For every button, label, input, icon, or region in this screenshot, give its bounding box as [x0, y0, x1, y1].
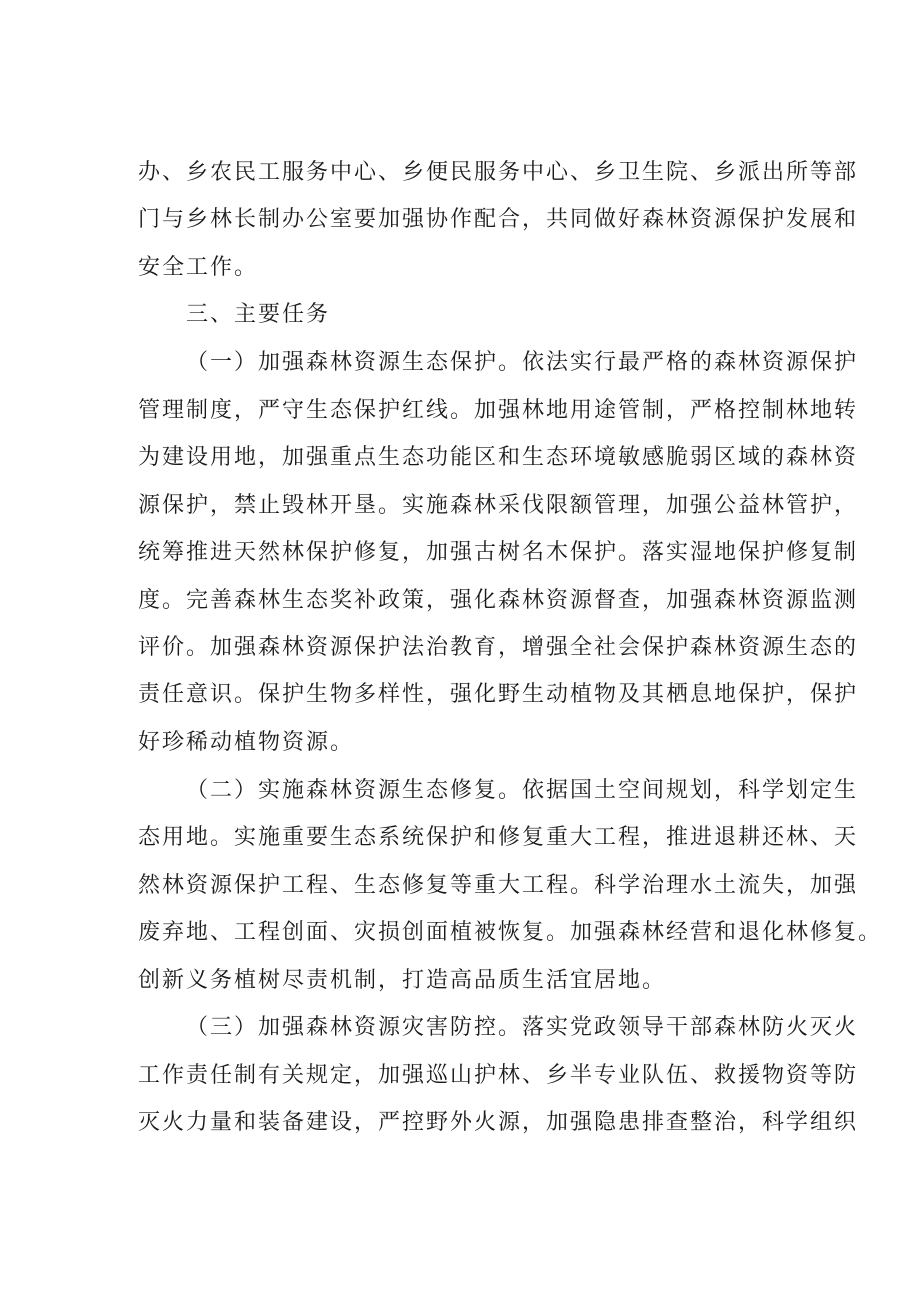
- paragraph-line: 评价。加强森林资源保护法治教育，增强全社会保护森林资源生态的: [138, 635, 859, 660]
- paragraph-line: 度。完善森林生态奖补政策，强化森林资源督查，加强森林资源监测: [138, 588, 859, 613]
- paragraph-line: 灭火力量和装备建设，严控野外火源，加强隐患排查整治，科学组织: [138, 1110, 859, 1135]
- paragraph-line: 安全工作。: [138, 255, 259, 280]
- paragraph-line: 统筹推进天然林保护修复，加强古树名木保护。落实湿地保护修复制: [138, 540, 859, 565]
- paragraph-line: 态用地。实施重要生态系统保护和修复重大工程，推进退耕还林、天: [138, 825, 859, 850]
- paragraph-line: 办、乡农民工服务中心、乡便民服务中心、乡卫生院、乡派出所等部: [138, 160, 859, 185]
- paragraph-line: 为建设用地，加强重点生态功能区和生态环境敏感脆弱区域的森林资: [138, 445, 859, 470]
- paragraph-line: 责任意识。保护生物多样性，强化野生动植物及其栖息地保护，保护: [138, 682, 859, 707]
- paragraph-line: 管理制度，严守生态保护红线。加强林地用途管制，严格控制林地转: [138, 398, 859, 423]
- paragraph-line: 门与乡林长制办公室要加强协作配合，共同做好森林资源保护发展和: [138, 207, 859, 232]
- paragraph-line: （一）加强森林资源生态保护。依法实行最严格的森林资源保护: [186, 350, 859, 375]
- paragraph-line: 源保护，禁止毁林开垦。实施森林采伐限额管理，加强公益林管护，: [138, 493, 859, 518]
- section-heading: 三、主要任务: [186, 302, 331, 327]
- paragraph-line: 废弃地、工程创面、灾损创面植被恢复。加强森林经营和退化林修复。: [138, 920, 883, 945]
- paragraph-line: （三）加强森林资源灾害防控。落实党政领导干部森林防火灭火: [186, 1015, 859, 1040]
- paragraph-line: 然林资源保护工程、生态修复等重大工程。科学治理水土流失，加强: [138, 873, 859, 898]
- paragraph-line: （二）实施森林资源生态修复。依据国土空间规划，科学划定生: [186, 778, 859, 803]
- paragraph-line: 好珍稀动植物资源。: [138, 730, 355, 755]
- paragraph-line: 工作责任制有关规定，加强巡山护林、乡半专业队伍、救援物资等防: [138, 1063, 859, 1088]
- paragraph-line: 创新义务植树尽责机制，打造高品质生活宜居地。: [138, 968, 667, 993]
